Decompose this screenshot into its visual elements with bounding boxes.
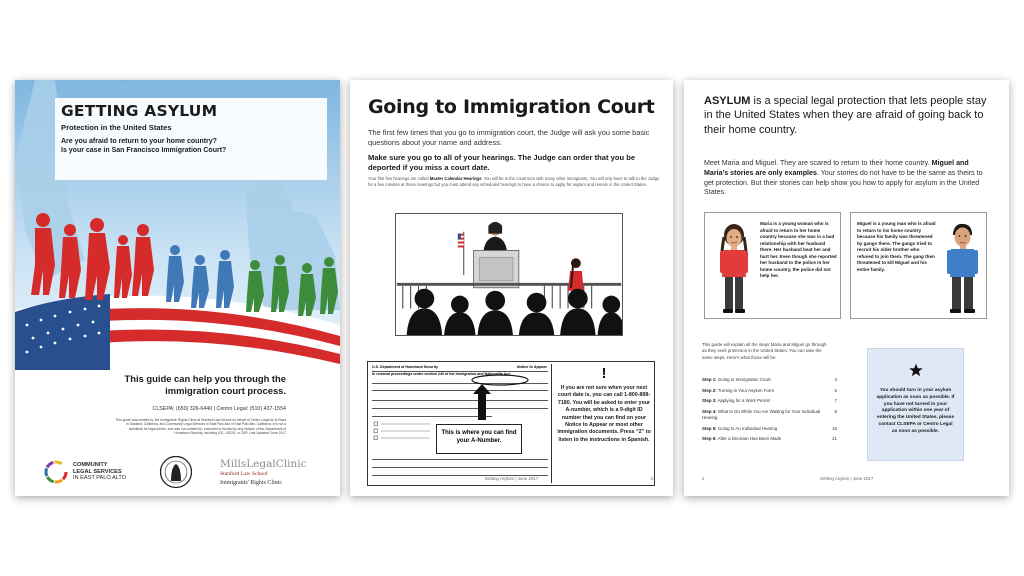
cover-question-1: Are you afraid to return to your home country? xyxy=(61,138,217,145)
meet-part-2: . Your stories do not have to be the same as theirs to get protection. But their stories can help show you how to apply for asylum in the United States. xyxy=(704,168,983,197)
list-item xyxy=(702,409,837,420)
step-page: 7 xyxy=(834,398,837,404)
mills-legal-clinic-logo xyxy=(220,458,320,486)
step-text: Turning in Your Asylum Form xyxy=(716,387,774,393)
miguel-illustration xyxy=(939,219,985,315)
step-label: Step 6: xyxy=(702,436,717,442)
notice-document-sample xyxy=(370,364,552,483)
asylum-lead-bold: ASYLUM xyxy=(704,95,751,107)
cover-questions xyxy=(61,137,321,156)
cover-page xyxy=(15,80,340,496)
exclamation-icon: ! xyxy=(601,365,607,382)
step-label: Step 4: xyxy=(702,409,717,415)
centro-legal-seal-icon xyxy=(159,455,193,489)
notice-header-right: Notice to Appear xyxy=(516,365,547,369)
list-item xyxy=(702,436,837,442)
mills-stanford: Stanford Law School xyxy=(220,471,268,477)
miguel-story: Miguel is a young man who is afraid to return to his home country because his family was threatened by gangs there. The gangs tried to recruit his older brother who refused to join them. The gang then threatened to kill Miguel and his entire family. xyxy=(857,221,936,272)
cover-subtitle: Protection in the United States xyxy=(61,123,172,132)
cover-title-box xyxy=(55,98,327,180)
mills-clinic: Immigrants' Rights Clinic xyxy=(220,480,283,486)
step-page: 3 xyxy=(834,377,837,382)
cls-logo-text xyxy=(73,462,126,482)
step-text: Applying for a Work Permit xyxy=(716,398,770,404)
court-date-instructions: If you are not sure when your next court date is, you can call 1-800-898-7180. You will be asked to enter your A-number, which is a 9-digit ID number that you can find on your Notice to Appear or most other immigration documents. Press “2” to listen to the instructions in Spanish. xyxy=(557,385,651,443)
asylum-deadline-note xyxy=(867,348,964,461)
asylum-lead-rest: is a special legal protection that lets people stay in the United States when they are afraid of going back to their home country. xyxy=(704,95,987,136)
step-text: After a Decision Has Been Made xyxy=(716,436,782,442)
asylum-lead xyxy=(704,94,994,137)
cover-question-2: Is your case in San Francisco Immigration Court? xyxy=(61,147,227,155)
step-page: 16 xyxy=(832,425,837,431)
step-text: What to Do While You Are Waiting for Your Individual Hearing xyxy=(702,409,821,420)
court-page-intro: The first few times that you go to immigration court, the Judge will ask you some basic questions about your name and address. xyxy=(368,128,650,147)
cls-ring-icon xyxy=(43,459,69,485)
meet-part-1: Meet Maria and Miguel. They are scared to return to their home country. xyxy=(704,159,932,167)
community-legal-services-logo xyxy=(43,459,143,487)
step-page: 21 xyxy=(832,436,837,442)
cover-guide-text: This guide can help you through the immigration court process. xyxy=(124,373,286,397)
court-page-footer: Getting Asylum | June 2017 xyxy=(484,476,539,481)
courtroom-illustration xyxy=(395,213,623,336)
miguel-card xyxy=(850,212,987,319)
step-label: Step 3: xyxy=(702,398,717,404)
notice-header-left: U.S. Department of Homeland Security xyxy=(372,365,438,369)
maria-story: Maria is a young woman who is afraid to return to her home country because she was in a bad relationship with her husband there. Her husband beat her and hurt her. Even though she reported her husband to the police in her home country, the police did not help her. xyxy=(760,221,837,279)
cover-contact: CLSEPA: (650) 326-6440 | Centro Legal: (510) 437-1554 xyxy=(152,406,286,412)
court-page-bold-note: Make sure you go to all of your hearings. The Judge can order that you be deported if you miss a court date. xyxy=(368,153,636,173)
step-page: 5 xyxy=(834,387,837,393)
asylum-page xyxy=(684,80,1009,496)
maria-illustration xyxy=(711,219,757,315)
cover-title: GETTING ASYLUM xyxy=(61,102,218,120)
steps-intro: This guide will explain all the steps Maria and Miguel go through as they seek protection in the United States. You can take the same steps. Here's what those will be: xyxy=(702,342,827,360)
asylum-meet-text xyxy=(704,159,994,198)
maria-card xyxy=(704,212,841,319)
step-label: Step 2: xyxy=(702,387,717,393)
step-label: Step 5: xyxy=(702,425,717,431)
mills-name: MillsLegalClinic xyxy=(220,458,307,470)
notice-to-appear-box xyxy=(367,361,655,486)
court-page-number: 3 xyxy=(650,476,653,481)
list-item xyxy=(702,377,837,383)
court-page-small-text xyxy=(368,176,660,189)
small-text-pre: Your first few hearings are called xyxy=(368,176,430,181)
deadline-text: You should turn in your asylum application as soon as possible. If you have not turned in your application within one year of entering the United States, please contact CLSEPA or Centro Legal as soon as possible. xyxy=(876,388,955,434)
step-page: 8 xyxy=(834,409,837,415)
step-text: Going to An Individual Hearing xyxy=(716,425,778,431)
court-date-info xyxy=(556,366,652,483)
small-text-term: Master Calendar Hearings xyxy=(429,176,482,181)
court-page-title: Going to Immigration Court xyxy=(368,96,655,118)
cls-line-2: LEGAL SERVICES xyxy=(73,468,122,475)
meet-bold: Miguel and Maria’s stories are only examples xyxy=(704,159,969,177)
star-icon xyxy=(909,363,923,377)
notice-subheader: In removal proceedings under section 240 of the Immigration and Nationality Act: xyxy=(372,372,511,376)
step-label: Step 1: xyxy=(702,377,717,382)
step-text: Going to Immigration Court xyxy=(716,377,771,382)
court-page xyxy=(350,80,673,496)
list-item xyxy=(702,426,837,432)
list-item xyxy=(702,388,837,394)
cover-credits: This guide was created by the Immigrants' Rights Clinic at Stanford Law School on behalf of Centro Legal de la Raza in Oakland, California, and Community Legal Services in East Palo Alto in East Palo Alto, California. It is not a substitute for legal advice, and was not created for, endorsed or funded by any division of the Department of Homeland Security, including ICE, USCIS, or CBP. Last Updated: June 2017 xyxy=(115,418,286,436)
small-text-post: . You will be in the courtroom with many other immigrants. You will only have to talk to the Judge for a few minutes at these hearings but you must attend any scheduled hearings to have a chance to apply for asylum and remain in the United States. xyxy=(368,176,660,188)
cls-line-3: IN EAST PALO ALTO xyxy=(73,475,127,482)
steps-list xyxy=(702,377,837,447)
a-number-callout: This is where you can find your A-Number. xyxy=(436,424,522,454)
cls-line-1: COMMUNITY xyxy=(73,462,108,468)
asylum-page-footer: Getting Asylum | June 2017 xyxy=(819,476,874,481)
asylum-page-number: 2 xyxy=(702,476,705,481)
list-item xyxy=(702,398,837,404)
